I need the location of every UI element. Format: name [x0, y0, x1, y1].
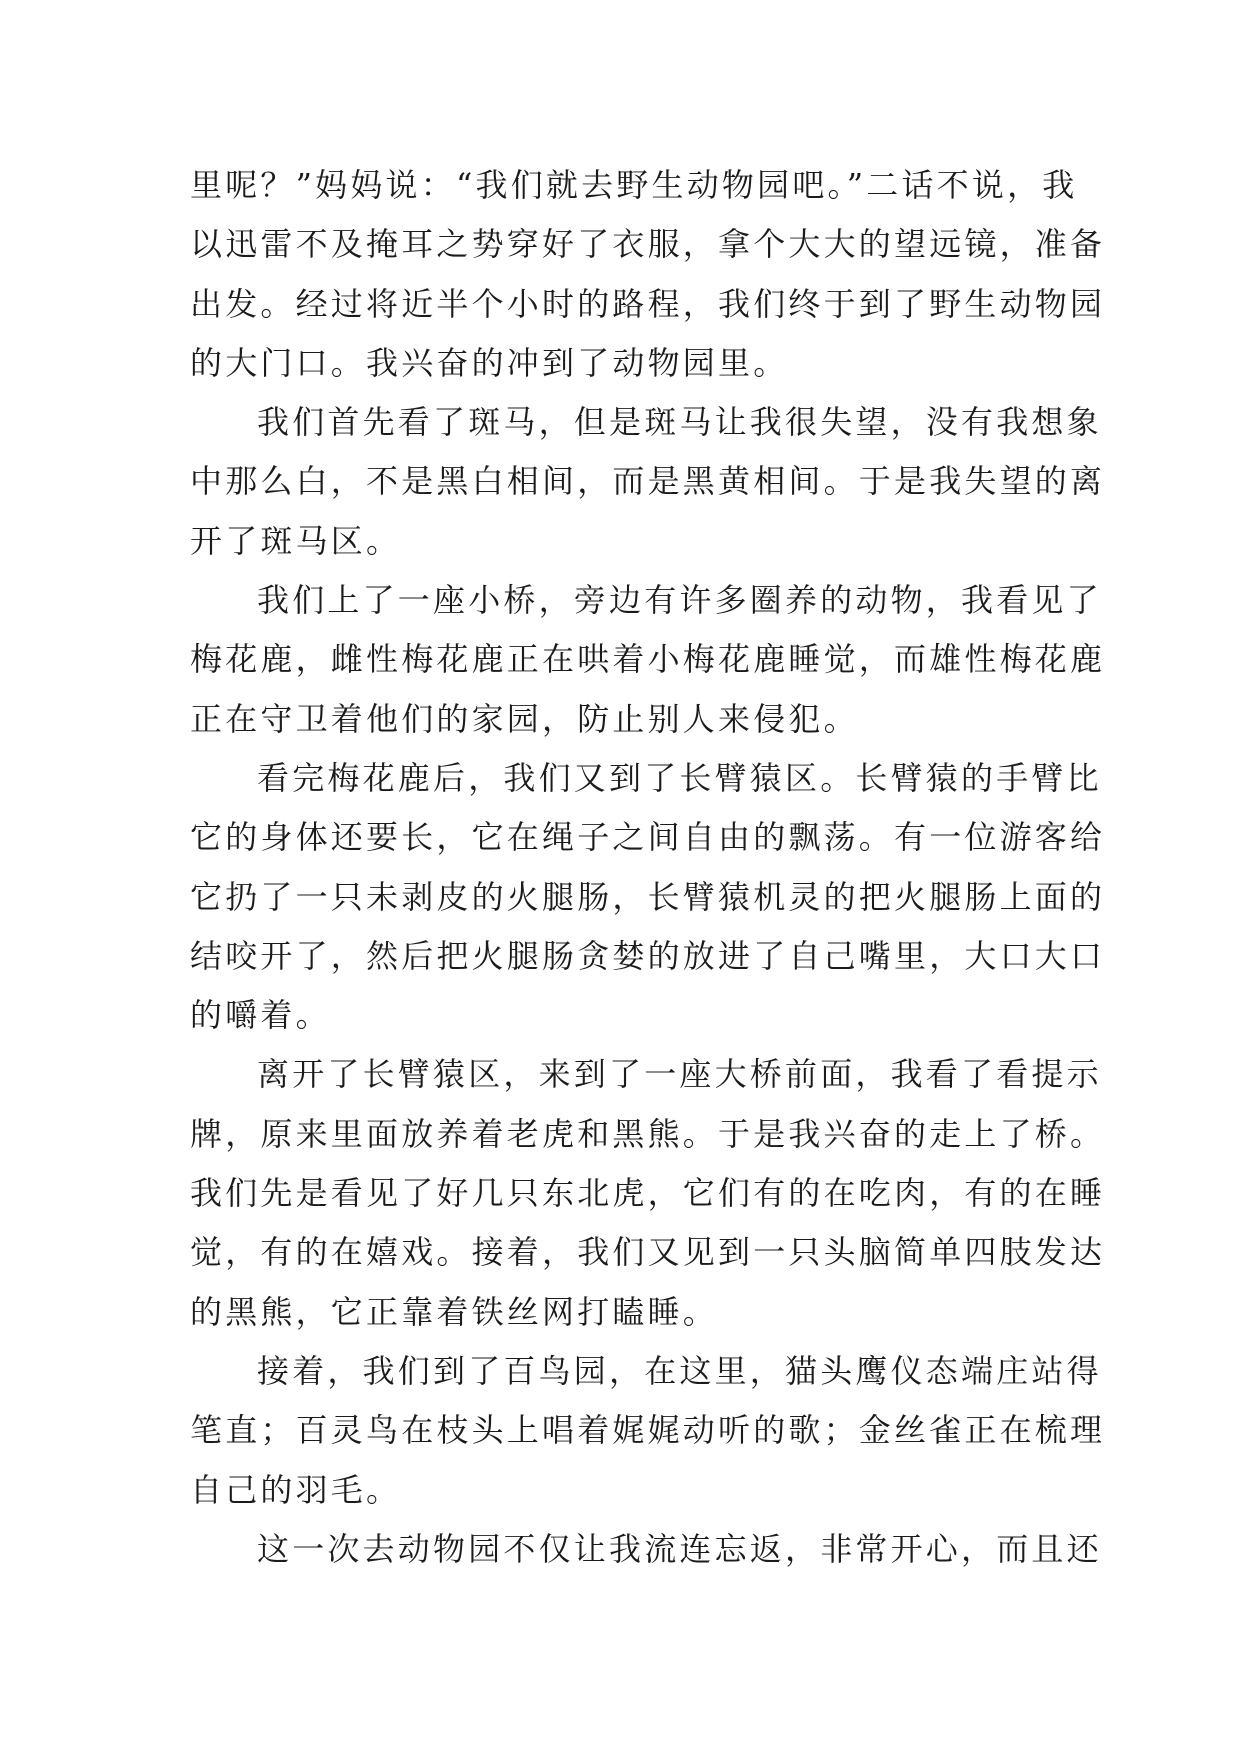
- paragraph-2: [190, 402, 1106, 580]
- text-line: 的大门口。我兴奋的冲到了动物园里。: [190, 343, 789, 382]
- paragraph-3: [190, 580, 1106, 758]
- text-line: 里呢？”妈妈说：“我们就去野生动物园吧。”二话不说，我: [190, 166, 1078, 204]
- text-line: 结咬开了，然后把火腿肠贪婪的放进了自己嘴里，大口大口: [190, 936, 1106, 975]
- text-line: 笔直；百灵鸟在枝头上唱着娓娓动听的歌；金丝雀正在梳理: [190, 1411, 1106, 1450]
- text-line: 自己的羽毛。: [190, 1470, 402, 1509]
- text-line: 它的身体还要长，它在绳子之间自由的飘荡。有一位游客给: [190, 818, 1106, 857]
- text-line: 我们上了一座小桥，旁边有许多圈养的动物，我看见了: [257, 581, 1102, 620]
- paragraph-6: [190, 1351, 1106, 1529]
- text-line: 的嚼着。: [190, 996, 331, 1035]
- text-line: 我们先是看见了好几只东北虎，它们有的在吃肉，有的在睡: [190, 1174, 1106, 1213]
- text-line: 开了斑马区。: [190, 521, 402, 560]
- text-line: 中那么白，不是黑白相间，而是黑黄相间。于是我失望的离: [190, 462, 1106, 501]
- text-line: 觉，有的在嬉戏。接着，我们又见到一只头脑简单四肢发达: [190, 1233, 1106, 1272]
- text-line: 我们首先看了斑马，但是斑马让我很失望，没有我想象: [257, 403, 1102, 442]
- text-line: 梅花鹿，雌性梅花鹿正在哄着小梅花鹿睡觉，而雄性梅花鹿: [190, 640, 1106, 679]
- text-line: 的黑熊，它正靠着铁丝网打瞌睡。: [190, 1292, 719, 1331]
- paragraph-1: [190, 165, 1106, 402]
- text-line: 离开了长臂猿区，来到了一座大桥前面，我看了看提示: [257, 1055, 1102, 1094]
- text-line: 这一次去动物园不仅让我流连忘返，非常开心，而且还: [257, 1529, 1102, 1568]
- body-text: [190, 165, 1106, 1588]
- paragraph-4: [190, 758, 1106, 1054]
- text-line: 牌，原来里面放养着老虎和黑熊。于是我兴奋的走上了桥。: [190, 1114, 1106, 1153]
- text-line: 它扔了一只未剥皮的火腿肠，长臂猿机灵的把火腿肠上面的: [190, 877, 1106, 916]
- paragraph-7: [190, 1529, 1102, 1588]
- paragraph-5: [190, 1054, 1106, 1350]
- text-line: 以迅雷不及掩耳之势穿好了衣服，拿个大大的望远镜，准备: [190, 225, 1106, 264]
- text-line: 出发。经过将近半个小时的路程，我们终于到了野生动物园: [190, 284, 1106, 323]
- text-line: 看完梅花鹿后，我们又到了长臂猿区。长臂猿的手臂比: [257, 758, 1102, 797]
- text-line: 接着，我们到了百鸟园，在这里，猫头鹰仪态端庄站得: [257, 1351, 1102, 1390]
- text-line: 正在守卫着他们的家园，防止别人来侵犯。: [190, 699, 859, 738]
